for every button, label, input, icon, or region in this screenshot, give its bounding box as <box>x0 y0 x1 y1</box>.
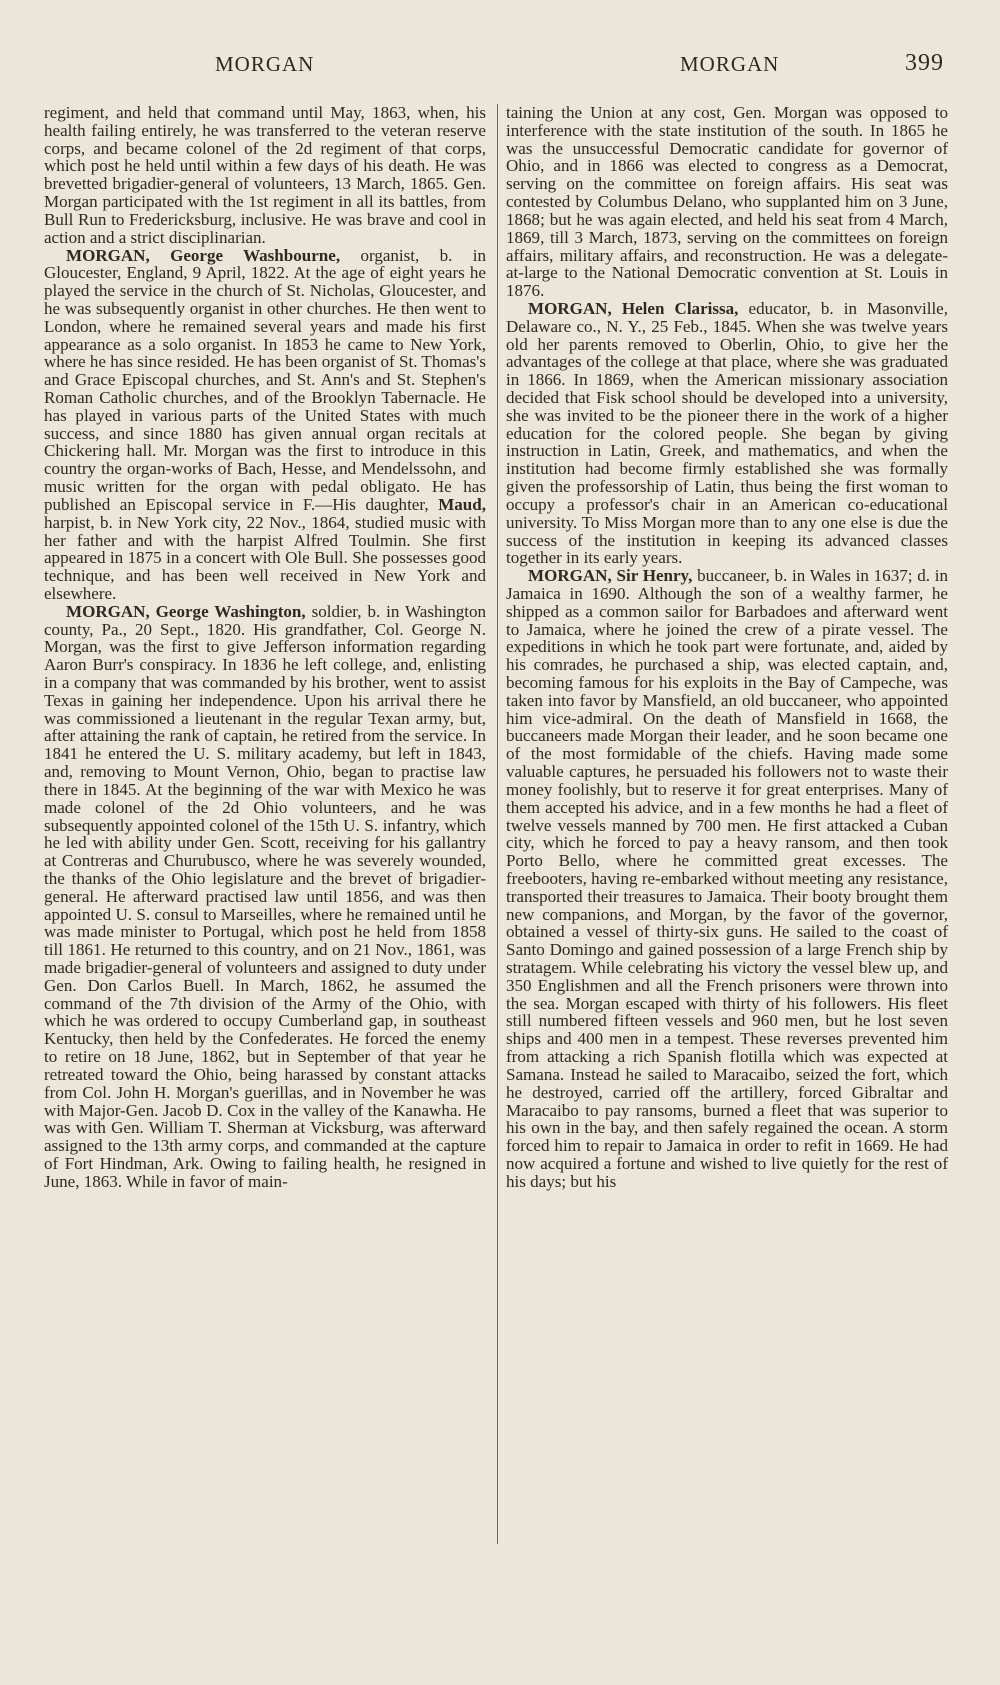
entry-text: harpist, b. in New York city, 22 Nov., 1864, studied music with her father and with the harpist Alfred Toulmin. She first appeared in 1875 in a concert with Ole Bull. She possesses good technique, and has been well received in New York and elsewhere. <box>44 512 486 603</box>
subentry-headword: Maud, <box>438 494 486 514</box>
header-right-title: MORGAN <box>680 52 780 76</box>
header-left-title: MORGAN <box>215 52 315 76</box>
entry-text: educator, b. in Masonville, Delaware co., N. Y., 25 Feb., 1845. When she was twelve years old her parents removed to Oberlin, Ohio, to give her the advantages of the college at that place, where she was graduated in 1866. In 1869, when the American missionary association decided that Fisk school should be developed into a university, she was invited to be the pioneer there in the work of a higher education for the colored people. She began by giving instruction in Latin, Greek, and mathematics, and when the institution had become firmly established she was formally given the professorship of Latin, thus being the first woman to occupy a professor's chair in an American co-educational university. To Miss Morgan more than to any one else is due the success of the institution in keeping its advanced classes together in its early years. <box>506 298 948 568</box>
entry-text: organist, b. in Gloucester, England, 9 April, 1822. At the age of eight years he played the service in the church of St. Nicholas, Gloucester, and he was subsequently organist in other churches. He then went to London, where he remained several years and made his first appearance as a solo organist. In 1853 he came to New York, where he has since resided. He has been organist of St. Thomas's and Grace Episcopal churches, and St. Ann's and St. Stephen's Roman Catholic churches, and of the Brooklyn Tabernacle. He has played in various parts of the United States with much success, and since 1880 has given annual organ recitals at Chickering hall. Mr. Morgan was the first to introduce in this country the organ-works of Bach, Hesse, and Mendelssohn, and music written for the organ with pedal obligato. He has published an Episcopal service in F.—His daughter, <box>44 245 486 514</box>
entry-text: soldier, b. in Washington county, Pa., 20 Sept., 1820. His grandfather, Col. George N. Morgan, was the first to give Jefferson information regarding Aaron Burr's conspiracy. In 1836 he left college, and, enlisting in a company that was commanded by his brother, went to assist Texas in gaining her independence. Upon his arrival there he was commissioned a lieutenant in the regular Texan army, but, after attaining the rank of captain, he retired from the service. In 1841 he entered the U. S. military academy, but left in 1843, and, removing to Mount Vernon, Ohio, began to practise law there in 1845. At the beginning of the war with Mexico he was made colonel of the 2d Ohio volunteers, and he was subsequently appointed colonel of the 15th U. S. infantry, which he led with ability under Gen. Scott, receiving for his gallantry at Contreras and Churubusco, where he was severely wounded, the thanks of the Ohio legislature and the brevet of brigadier-general. He afterward practised law until 1856, and was then appointed U. S. consul to Marseilles, where he remained until he was made minister to Portugal, which post he held from 1858 till 1861. He returned to this country, and on 21 Nov., 1861, was made brigadier-general of volunteers and assigned to duty under Gen. Don Carlos Buell. In March, 1862, he assumed the command of the 7th division of the Army of the Ohio, with which he was ordered to occupy Cumberland gap, in southeast Kentucky, then held by the Confederates. He forced the enemy to retire on 18 June, 1862, but in September of that year he retreated toward the Ohio, being harassed by constant attacks from Col. John H. Morgan's guerillas, and in November he was with Major-Gen. Jacob D. Cox in the valley of the Kanawha. He was with Gen. William T. Sherman at Vicksburg, was afterward assigned to the 13th army corps, and commanded at the capture of Fort Hindman, Ark. Owing to failing health, he resigned in June, 1863. While in favor of main- <box>44 601 486 1191</box>
entry-text: buccaneer, b. in Wales in 1637; d. in Jamaica in 1690. Although the son of a wealthy farmer, he shipped as a common sailor for Barbadoes and afterward went to Jamaica, where he joined the crew of a pirate vessel. The expeditions in which he took part were fortunate, and, aided by his comrades, he purchased a ship, was elected captain, and, becoming famous for his exploits in the Bay of Campeche, was taken into favor by Mansfield, an old buccaneer, who appointed him vice-admiral. On the death of Mansfield in 1668, the buccaneers made Morgan their leader, and he soon became one of the most formidable of the chiefs. Having made some valuable captures, he persuaded his followers not to waste their money foolishly, but to reserve it for great enterprises. Many of them accepted his advice, and in a few months he had a fleet of twelve vessels manned by 700 men. He first attacked a Cuban city, which he forced to pay a heavy ransom, and then took Porto Bello, where he committed great excesses. The freebooters, having re-embarked without meeting any resistance, transported their treasures to Jamaica. Their booty brought them new companions, and Morgan, by the favor of the governor, obtained a vessel of thirty-six guns. He sailed to the coast of Santo Domingo and gained possession of a large French ship by stratagem. While celebrating his victory the vessel blew up, and 350 Englishmen and all the French prisoners were thrown into the sea. Morgan escaped with thirty of his followers. His fleet still numbered fifteen vessels and 960 men, but he lost seven ships and 400 men in a tempest. These reverses prevented him from attacking a rich Spanish flotilla which was expected at Samana. Instead he sailed to Maracaibo, seized the fort, which he destroyed, carried off the artillery, forced Gibraltar and Maracaibo to pay ransoms, burned a fleet that was superior to his own in the bay, and then safely regained the ocean. A storm forced him to repair to Jamaica in order to refit in 1669. He had now acquired a fortune and wished to live quietly for the rest of his days; but his <box>506 566 948 1191</box>
headword: MORGAN, George Washbourne, <box>66 245 341 265</box>
column-divider <box>497 104 498 1544</box>
right-continuation-text: taining the Union at any cost, Gen. Morgan was opposed to interference with the state institution of the south. In 1865 he was the unsuccessful Democratic candidate for governor of Ohio, and in 1866 was elected to congress as a Democrat, serving on the committee on foreign affairs. His seat was contested by Columbus Delano, who supplanted him on 3 June, 1868; but he was again elected, and held his seat from 4 March, 1869, till 3 March, 1873, serving on the committees on foreign affairs, military affairs, and reconstruction. He was a delegate-at-large to the National Democratic convention at St. Louis in 1876. <box>506 103 948 301</box>
right-column <box>506 104 948 1191</box>
entry-george-washington-morgan <box>44 603 486 1191</box>
headword: MORGAN, Sir Henry, <box>528 566 693 586</box>
running-header <box>0 52 1000 92</box>
headword: MORGAN, George Washington, <box>66 601 306 621</box>
entry-george-washbourne-morgan <box>44 247 486 603</box>
headword: MORGAN, Helen Clarissa, <box>528 298 739 318</box>
left-column <box>44 104 486 1191</box>
left-continuation-text: regiment, and held that command until May, 1863, when, his health failing entirely, he was transferred to the veteran reserve corps, and became colonel of the 2d regiment of that corps, which post he held until within a few days of his death. He was brevetted brigadier-general of volunteers, 13 March, 1865. Gen. Morgan participated with the 1st regiment in all its battles, from Bull Run to Fredericksburg, inclusive. He was brave and cool in action and a strict disciplinarian. <box>44 103 486 247</box>
entry-helen-clarissa-morgan <box>506 300 948 567</box>
page-number: 399 <box>905 50 944 76</box>
entry-sir-henry-morgan <box>506 567 948 1190</box>
